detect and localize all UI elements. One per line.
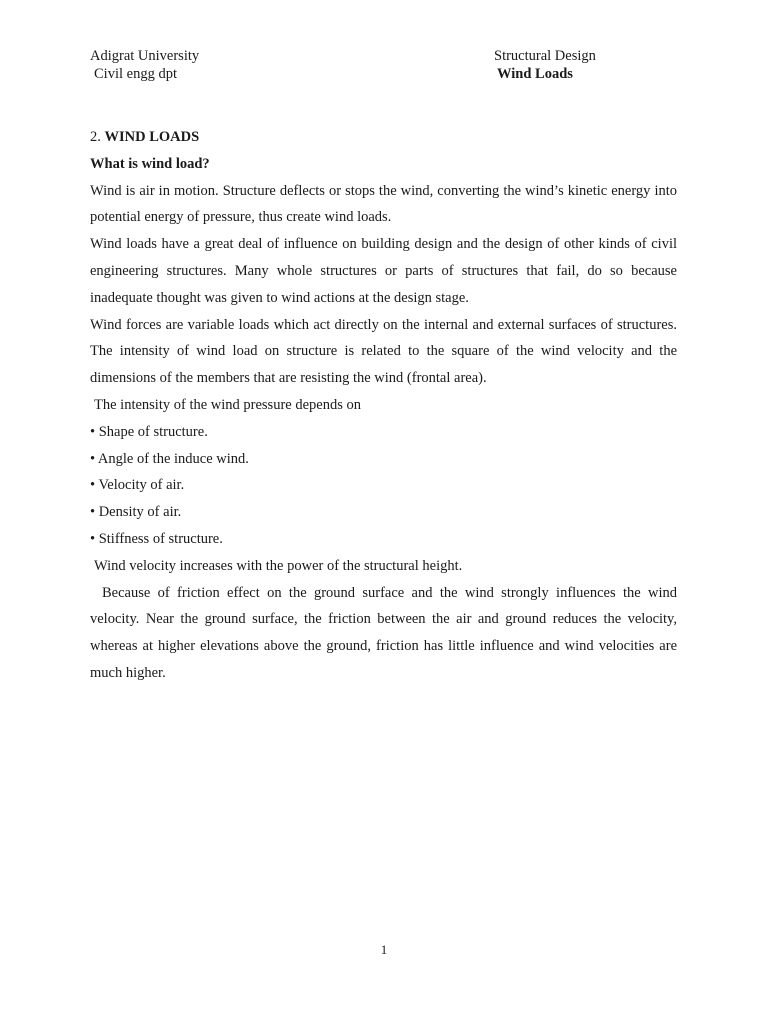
- page-number: 1: [380, 942, 388, 957]
- section-heading: [90, 124, 677, 151]
- section-number: 2.: [90, 129, 105, 145]
- list-item: • Density of air.: [90, 504, 182, 521]
- velocity-statement: Wind velocity increases with the power of the structural height.: [94, 557, 463, 574]
- intensity-intro: The intensity of the wind pressure depends on: [94, 396, 361, 413]
- list-item: • Stiffness of structure.: [90, 530, 223, 547]
- section-title: WIND LOADS: [104, 129, 200, 145]
- header-chapter: Wind Loads: [497, 66, 573, 82]
- paragraph-definition: Wind is air in motion. Structure deflects or stops the wind, converting the wind’s kinetic energy into potential energy of pressure, thus create wind loads.: [90, 182, 677, 226]
- header-university: Adigrat University: [90, 48, 200, 64]
- paragraph-influence: Wind loads have a great deal of influence on building design and the design of other kinds of civil engineering structures. Many whole structures or parts of structures that fail, do so because inadequate thought was given to wind actions at the design stage.: [90, 236, 677, 306]
- subheading-question: What is wind load?: [90, 155, 210, 172]
- paragraph-wind-forces: Wind forces are variable loads which act directly on the internal and external surfaces of structures. The intensity of wind load on structure is related to the square of the wind velocity and the dimensions of the members that are resisting the wind (frontal area).: [90, 316, 677, 387]
- list-item: • Angle of the induce wind.: [90, 450, 249, 467]
- body-content: [90, 124, 677, 687]
- paragraph-friction: Because of friction effect on the ground surface and the wind strongly influences the wind velocity. Near the ground surface, the friction between the air and ground reduces the velocity, whereas at higher elevations above the ground, friction has little influence and wind velocities are much higher.: [90, 584, 677, 681]
- factor-list: [90, 419, 677, 553]
- list-item: • Shape of structure.: [90, 423, 208, 440]
- list-item: • Velocity of air.: [90, 477, 185, 494]
- header-course: Structural Design: [494, 48, 596, 64]
- header-department: Civil engg dpt: [94, 66, 177, 82]
